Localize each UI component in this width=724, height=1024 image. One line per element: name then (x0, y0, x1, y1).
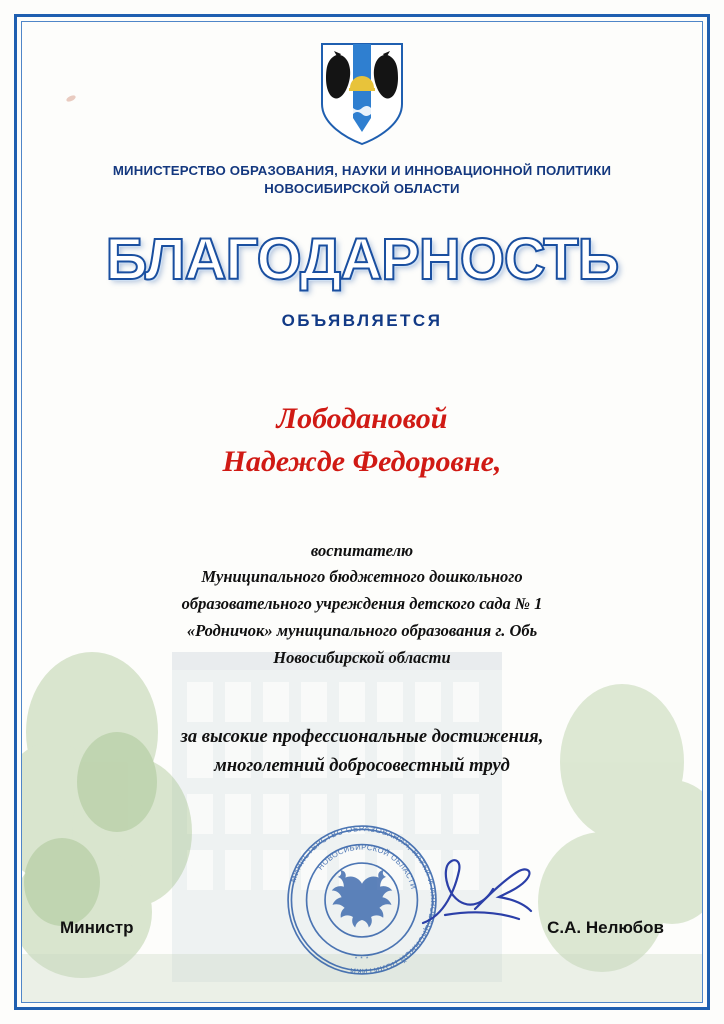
recipient-role-block (46, 538, 678, 672)
certificate-subtitle: ОБЪЯВЛЯЕТСЯ (281, 310, 443, 330)
organization-line-3: «Родничок» муниципального образования г. Обь (186, 620, 538, 640)
merit-statement (46, 723, 678, 780)
official-round-stamp (278, 816, 446, 984)
recipient-surname: Лободановой (276, 401, 448, 435)
svg-text:НОВОСИБИРСКОЙ ОБЛАСТИ: НОВОСИБИРСКОЙ ОБЛАСТИ (315, 842, 419, 891)
signatory-role: Министр (60, 918, 134, 937)
recipient-name (46, 397, 678, 484)
organization-line-1: Муниципального бюджетного дошкольного (201, 567, 523, 587)
ministry-heading (46, 162, 678, 198)
merit-line-1: за высокие профессиональные достижения, (180, 727, 544, 748)
emblem-container (46, 42, 678, 146)
novosibirsk-oblast-coat-of-arms-icon (316, 42, 408, 146)
svg-text:МИНИСТЕРСТВО ОБРАЗОВАНИЯ, НАУК: МИНИСТЕРСТВО ОБРАЗОВАНИЯ, НАУКИ И ИННОВАЦИОННОЙ ПОЛИТИКИ (288, 824, 438, 976)
recipient-given-name: Надежде Федоровне, (222, 445, 502, 479)
merit-line-2: многолетний добросовестный труд (214, 755, 510, 776)
ministry-line-1: МИНИСТЕРСТВО ОБРАЗОВАНИЯ, НАУКИ И ИННОВАЦИОННОЙ ПОЛИТИКИ (112, 163, 612, 178)
organization-line-2: образовательного учреждения детского сада № 1 (181, 594, 543, 614)
organization-line-4: Новосибирской области (273, 647, 451, 667)
signature-row (60, 918, 664, 938)
signatory-name: С.А. Нелюбов (547, 918, 664, 937)
recipient-position: воспитателю (310, 540, 414, 560)
ministry-line-2: НОВОСИБИРСКОЙ ОБЛАСТИ (264, 180, 460, 196)
certificate-title: БЛАГОДАРНОСТЬ (105, 226, 619, 292)
svg-text:* * *: * * * (354, 956, 370, 963)
